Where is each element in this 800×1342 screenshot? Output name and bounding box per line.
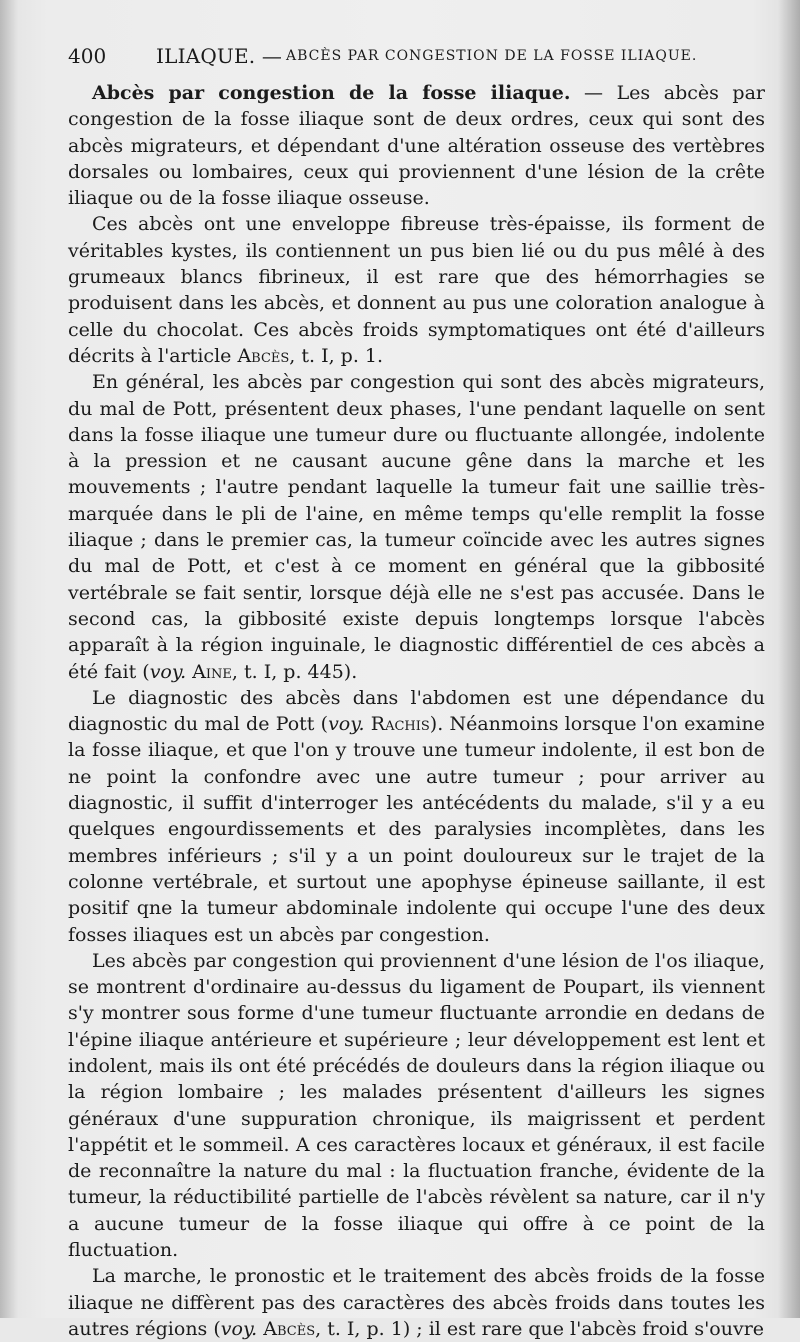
running-subtitle: ABCÈS PAR CONGESTION DE LA FOSSE ILIAQUE. <box>286 48 698 64</box>
paragraph-6-text: La marche, le pronostic et le traitement des abcès froids de la fosse iliaque ne diffèrent pas des caractères des abcès froids dans toutes les autres régions ( <box>68 1265 765 1340</box>
paragraph-3-text: En général, les abcès par congestion qui sont des abcès migrateurs, du mal de Pott, présentent deux phases, l'une pendant laquelle on sent dans la fosse iliaque une tumeur dure ou fluctuante allongée, indolente à la pression et ne causant aucune gêne dans la marche et les mouvements ; l'autre pendant laquelle la tumeur fait une saillie très-marquée dans le pli de l'aine, en même temps qu'elle remplit la fosse iliaque ; dans le premier cas, la tumeur coïncide avec les autres signes du mal de Pott, et c'est à ce moment en général que la gibbosité vertébrale se fait sentir, lorsque déjà elle ne s'est pas accusée. Dans le second cas, la gibbosité existe depuis longtemps lorsque l'abcès apparaît à la région inguinale, le diagnostic différentiel de ces abcès a été fait ( <box>68 371 765 683</box>
page-edge-shadow-left <box>0 0 18 1318</box>
paragraph-2-end: , t. I, p. 1. <box>289 344 384 367</box>
paragraph-4-text: Le diagnostic des abcès dans l'abdomen est une dépendance du diagnostic du mal de Pott ( <box>68 686 765 736</box>
paragraph-4-end: ). Néanmoins lorsque l'on examine la fosse iliaque, et que l'on y trouve une tumeur indolente, il est bon de ne point la confondre avec une autre tumeur ; pour arriver au diagnostic, il suffit d'interroger les antécédents du malade, s'il y a eu quelques engourdissements et des paralysies incomplètes, dans les membres inférieurs ; s'il y a un point douloureux sur le trajet de la colonne vertébrale, et surtout une apophyse épineuse saillante, il est positif qne la tumeur abdominale indolente qui occupe l'une des deux fosses iliaques est un abcès par congestion. <box>68 713 765 946</box>
paragraph-2-text: Ces abcès ont une enveloppe fibreuse très-épaisse, ils forment de véritables kystes, ils contiennent un pus bien lié ou du pus mêlé à des grumeaux blancs fibrineux, il est rare que des hémorrhagies se produisent dans les abcès, et donnent au pus une coloration analogue à celle du chocolat. Ces abcès froids symptomatiques ont été d'ailleurs décrits à l'article <box>68 213 765 367</box>
paragraph-6 <box>68 1263 765 1342</box>
paragraph-3-end: , t. I, p. 445). <box>231 660 358 683</box>
voy-abbreviation: voy. <box>149 660 187 683</box>
cross-reference-abces: Abcès <box>237 344 290 367</box>
section-title: Abcès par congestion de la fosse iliaque. <box>92 82 571 104</box>
paragraph-5 <box>68 948 765 1264</box>
page-number: 400 <box>68 44 107 68</box>
paragraph-5-text: Les abcès par congestion qui proviennent d'une lésion de l'os iliaque, se montrent d'ordinaire au-dessus du ligament de Poupart, ils viennent s'y montrer sous forme d'une tumeur fluctuante arrondie en dedans de l'épine iliaque antérieure et supérieure ; leur développement est lent et indolent, mais ils ont été précédés de douleurs dans la région iliaque ou la région lombaire ; les malades présentent d'ailleurs les signes généraux d'une suppuration chronique, ils maigrissent et perdent l'appétit et le sommeil. A ces caractères locaux et généraux, il est facile de reconnaître la nature du mal : la fluctuation franche, évidente de la tumeur, la réductibilité partielle de l'abcès révèlent sa nature, car il n'y a aucune tumeur de la fosse iliaque qui offre à ce point de la fluctuation. <box>68 949 765 1262</box>
voy-abbreviation: voy. <box>328 713 365 736</box>
running-title: ILIAQUE. — <box>156 44 283 68</box>
voy-abbreviation: voy. <box>220 1317 258 1340</box>
paragraph-1 <box>68 80 765 211</box>
paragraph-4 <box>68 685 765 948</box>
article-body <box>68 80 765 1342</box>
cross-reference-rachis: Rachis <box>370 713 430 736</box>
paragraph-3 <box>68 369 765 685</box>
cross-reference-aine: Aine <box>192 660 232 683</box>
paragraph-2 <box>68 211 765 369</box>
paragraph-6-end: , t. I, p. 1) ; il est rare que l'abcès froid s'ouvre <box>315 1317 765 1340</box>
paragraph-1-text: — Les abcès par congestion de la fosse iliaque sont de deux ordres, ceux qui sont des abcès migrateurs, et dépendant d'une altération osseuse des vertèbres dorsales ou lombaires, ceux qui proviennent d'une lésion de la crête iliaque ou de la fosse iliaque osseuse. <box>68 82 766 210</box>
page-edge-shadow-right <box>778 0 800 1318</box>
running-header <box>68 44 768 74</box>
cross-reference-abces: Abcès <box>263 1317 316 1340</box>
